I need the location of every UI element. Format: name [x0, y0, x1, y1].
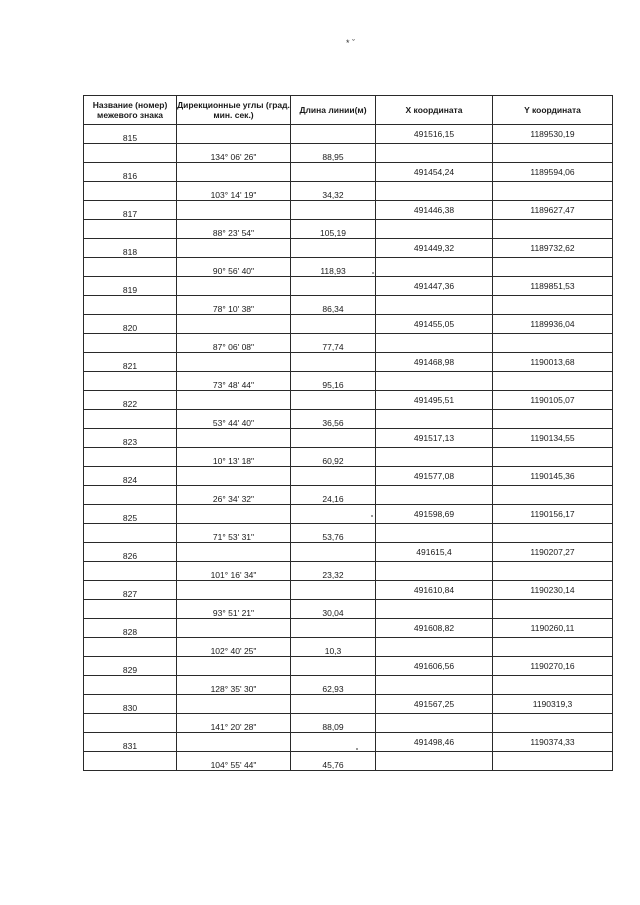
point-row: [84, 467, 613, 486]
point-x: 491468,98: [376, 353, 493, 372]
empty-cell: [291, 315, 376, 334]
empty-cell: [493, 486, 613, 505]
segment-angle: 26° 34' 32": [177, 486, 291, 505]
empty-cell: [376, 220, 493, 239]
empty-cell: [291, 125, 376, 144]
header-x: X координата: [376, 96, 493, 125]
segment-row: [84, 524, 613, 543]
segment-angle: 87° 06' 08": [177, 334, 291, 353]
empty-cell: [177, 163, 291, 182]
point-x: 491455,05: [376, 315, 493, 334]
empty-cell: [177, 429, 291, 448]
point-name: 817: [84, 201, 177, 220]
segment-row: [84, 752, 613, 771]
point-x: 491449,32: [376, 239, 493, 258]
empty-cell: [376, 524, 493, 543]
empty-cell: [177, 201, 291, 220]
empty-cell: [291, 429, 376, 448]
empty-cell: [177, 467, 291, 486]
point-x: 491598,69: [376, 505, 493, 524]
point-name: 830: [84, 695, 177, 714]
point-row: [84, 315, 613, 334]
segment-row: [84, 638, 613, 657]
empty-cell: [291, 657, 376, 676]
table-body: [84, 125, 613, 771]
empty-cell: [291, 733, 376, 752]
point-row: [84, 429, 613, 448]
segment-length: 36,56: [291, 410, 376, 429]
point-y: 1190013,68: [493, 353, 613, 372]
segment-angle: 102° 40' 25": [177, 638, 291, 657]
segment-length: 62,93: [291, 676, 376, 695]
empty-cell: [291, 467, 376, 486]
point-y: 1190230,14: [493, 581, 613, 600]
point-row: [84, 239, 613, 258]
segment-length: 34,32: [291, 182, 376, 201]
point-row: [84, 125, 613, 144]
segment-row: [84, 714, 613, 733]
empty-cell: [493, 562, 613, 581]
point-row: [84, 619, 613, 638]
empty-cell: [84, 410, 177, 429]
point-name: 826: [84, 543, 177, 562]
point-name: 821: [84, 353, 177, 372]
empty-cell: [376, 676, 493, 695]
point-name: 828: [84, 619, 177, 638]
point-y: 1190156,17: [493, 505, 613, 524]
point-row: [84, 201, 613, 220]
empty-cell: [84, 714, 177, 733]
segment-row: [84, 410, 613, 429]
segment-length: 45,76: [291, 752, 376, 771]
empty-cell: [84, 486, 177, 505]
empty-cell: [84, 600, 177, 619]
empty-cell: [376, 334, 493, 353]
point-name: 816: [84, 163, 177, 182]
point-x: 491447,36: [376, 277, 493, 296]
segment-length: 105,19: [291, 220, 376, 239]
empty-cell: [177, 505, 291, 524]
empty-cell: [177, 391, 291, 410]
point-name: 824: [84, 467, 177, 486]
header-y: Y координата: [493, 96, 613, 125]
empty-cell: [291, 391, 376, 410]
empty-cell: [291, 505, 376, 524]
segment-length: 88,95: [291, 144, 376, 163]
empty-cell: [291, 581, 376, 600]
empty-cell: [493, 638, 613, 657]
empty-cell: [177, 125, 291, 144]
empty-cell: [291, 353, 376, 372]
point-y: 1189594,06: [493, 163, 613, 182]
header-angles: Дирекционные углы (град. мин. сек.): [177, 96, 291, 125]
segment-row: [84, 144, 613, 163]
segment-angle: 53° 44' 40": [177, 410, 291, 429]
empty-cell: [84, 296, 177, 315]
empty-cell: [291, 543, 376, 562]
empty-cell: [84, 524, 177, 543]
point-name: 819: [84, 277, 177, 296]
point-x: 491495,51: [376, 391, 493, 410]
empty-cell: [84, 334, 177, 353]
point-x: 491608,82: [376, 619, 493, 638]
segment-row: [84, 182, 613, 201]
point-name: 831: [84, 733, 177, 752]
point-name: 823: [84, 429, 177, 448]
empty-cell: [493, 258, 613, 277]
segment-row: [84, 220, 613, 239]
empty-cell: [493, 714, 613, 733]
header-mark: * ˇ: [346, 38, 355, 48]
segment-row: [84, 486, 613, 505]
empty-cell: [84, 448, 177, 467]
segment-length: 23,32: [291, 562, 376, 581]
point-row: [84, 543, 613, 562]
segment-angle: 128° 35' 30": [177, 676, 291, 695]
empty-cell: [493, 334, 613, 353]
segment-length: 77,74: [291, 334, 376, 353]
empty-cell: [177, 695, 291, 714]
empty-cell: [376, 410, 493, 429]
point-x: 491610,84: [376, 581, 493, 600]
segment-angle: 103° 14' 19": [177, 182, 291, 201]
empty-cell: [493, 524, 613, 543]
point-y: 1190207,27: [493, 543, 613, 562]
empty-cell: [84, 144, 177, 163]
point-y: 1190374,33: [493, 733, 613, 752]
point-y: 1189936,04: [493, 315, 613, 334]
table-header-row: [84, 96, 613, 125]
empty-cell: [291, 201, 376, 220]
empty-cell: [84, 752, 177, 771]
point-row: [84, 657, 613, 676]
empty-cell: [376, 562, 493, 581]
segment-length: 30,04: [291, 600, 376, 619]
empty-cell: [376, 296, 493, 315]
empty-cell: [177, 277, 291, 296]
point-row: [84, 353, 613, 372]
empty-cell: [493, 144, 613, 163]
empty-cell: [291, 163, 376, 182]
empty-cell: [177, 733, 291, 752]
empty-cell: [177, 619, 291, 638]
empty-cell: [376, 638, 493, 657]
segment-row: [84, 372, 613, 391]
point-row: [84, 733, 613, 752]
segment-row: [84, 448, 613, 467]
point-x: 491606,56: [376, 657, 493, 676]
point-name: 822: [84, 391, 177, 410]
segment-angle: 93° 51' 21": [177, 600, 291, 619]
segment-angle: 71° 53' 31": [177, 524, 291, 543]
point-row: [84, 391, 613, 410]
point-name: 815: [84, 125, 177, 144]
empty-cell: [84, 562, 177, 581]
segment-length: 118,93: [291, 258, 376, 277]
empty-cell: [493, 752, 613, 771]
point-x: 491498,46: [376, 733, 493, 752]
segment-angle: 78° 10' 38": [177, 296, 291, 315]
empty-cell: [493, 448, 613, 467]
point-row: [84, 277, 613, 296]
empty-cell: [376, 448, 493, 467]
segment-row: [84, 334, 613, 353]
point-y: 1189530,19: [493, 125, 613, 144]
empty-cell: [291, 277, 376, 296]
point-name: 827: [84, 581, 177, 600]
point-y: 1190319,3: [493, 695, 613, 714]
empty-cell: [84, 676, 177, 695]
point-name: 818: [84, 239, 177, 258]
segment-row: [84, 296, 613, 315]
header-length: Длина линии(м): [291, 96, 376, 125]
point-row: [84, 163, 613, 182]
segment-angle: 141° 20' 28": [177, 714, 291, 733]
empty-cell: [84, 182, 177, 201]
empty-cell: [84, 258, 177, 277]
point-name: 829: [84, 657, 177, 676]
segment-row: [84, 562, 613, 581]
point-y: 1189732,62: [493, 239, 613, 258]
point-x: 491516,15: [376, 125, 493, 144]
segment-angle: 10° 13' 18": [177, 448, 291, 467]
empty-cell: [493, 676, 613, 695]
point-y: 1190134,55: [493, 429, 613, 448]
point-y: 1189627,47: [493, 201, 613, 220]
segment-length: 60,92: [291, 448, 376, 467]
point-row: [84, 581, 613, 600]
segment-angle: 104° 55' 44": [177, 752, 291, 771]
segment-row: [84, 676, 613, 695]
empty-cell: [493, 410, 613, 429]
boundary-coordinates-table: [83, 95, 613, 771]
header-name: Название (номер) межевого знака: [84, 96, 177, 125]
empty-cell: [493, 296, 613, 315]
scan-speck: [356, 748, 358, 750]
scan-speck: [371, 515, 373, 517]
empty-cell: [493, 372, 613, 391]
empty-cell: [177, 239, 291, 258]
empty-cell: [493, 182, 613, 201]
point-x: 491567,25: [376, 695, 493, 714]
point-name: 825: [84, 505, 177, 524]
segment-angle: 134° 06' 26": [177, 144, 291, 163]
empty-cell: [177, 657, 291, 676]
scan-speck: [372, 272, 374, 274]
point-x: 491577,08: [376, 467, 493, 486]
empty-cell: [493, 220, 613, 239]
segment-length: 88,09: [291, 714, 376, 733]
segment-row: [84, 258, 613, 277]
empty-cell: [376, 182, 493, 201]
point-y: 1190145,36: [493, 467, 613, 486]
empty-cell: [84, 638, 177, 657]
segment-length: 24,16: [291, 486, 376, 505]
empty-cell: [177, 581, 291, 600]
empty-cell: [177, 353, 291, 372]
point-row: [84, 695, 613, 714]
empty-cell: [177, 315, 291, 334]
point-y: 1190270,16: [493, 657, 613, 676]
empty-cell: [177, 543, 291, 562]
segment-length: 53,76: [291, 524, 376, 543]
point-y: 1189851,53: [493, 277, 613, 296]
empty-cell: [291, 619, 376, 638]
segment-angle: 73° 48' 44": [177, 372, 291, 391]
point-x: 491615,4: [376, 543, 493, 562]
empty-cell: [493, 600, 613, 619]
empty-cell: [291, 239, 376, 258]
empty-cell: [376, 258, 493, 277]
point-x: 491454,24: [376, 163, 493, 182]
point-name: 820: [84, 315, 177, 334]
segment-length: 95,16: [291, 372, 376, 391]
empty-cell: [376, 486, 493, 505]
segment-length: 10,3: [291, 638, 376, 657]
empty-cell: [376, 144, 493, 163]
empty-cell: [376, 372, 493, 391]
empty-cell: [376, 600, 493, 619]
segment-angle: 101° 16' 34": [177, 562, 291, 581]
empty-cell: [84, 220, 177, 239]
point-x: 491446,38: [376, 201, 493, 220]
empty-cell: [376, 714, 493, 733]
empty-cell: [84, 372, 177, 391]
segment-length: 86,34: [291, 296, 376, 315]
segment-angle: 88° 23' 54": [177, 220, 291, 239]
segment-row: [84, 600, 613, 619]
point-y: 1190105,07: [493, 391, 613, 410]
point-row: [84, 505, 613, 524]
segment-angle: 90° 56' 40": [177, 258, 291, 277]
empty-cell: [291, 695, 376, 714]
point-x: 491517,13: [376, 429, 493, 448]
point-y: 1190260,11: [493, 619, 613, 638]
empty-cell: [376, 752, 493, 771]
